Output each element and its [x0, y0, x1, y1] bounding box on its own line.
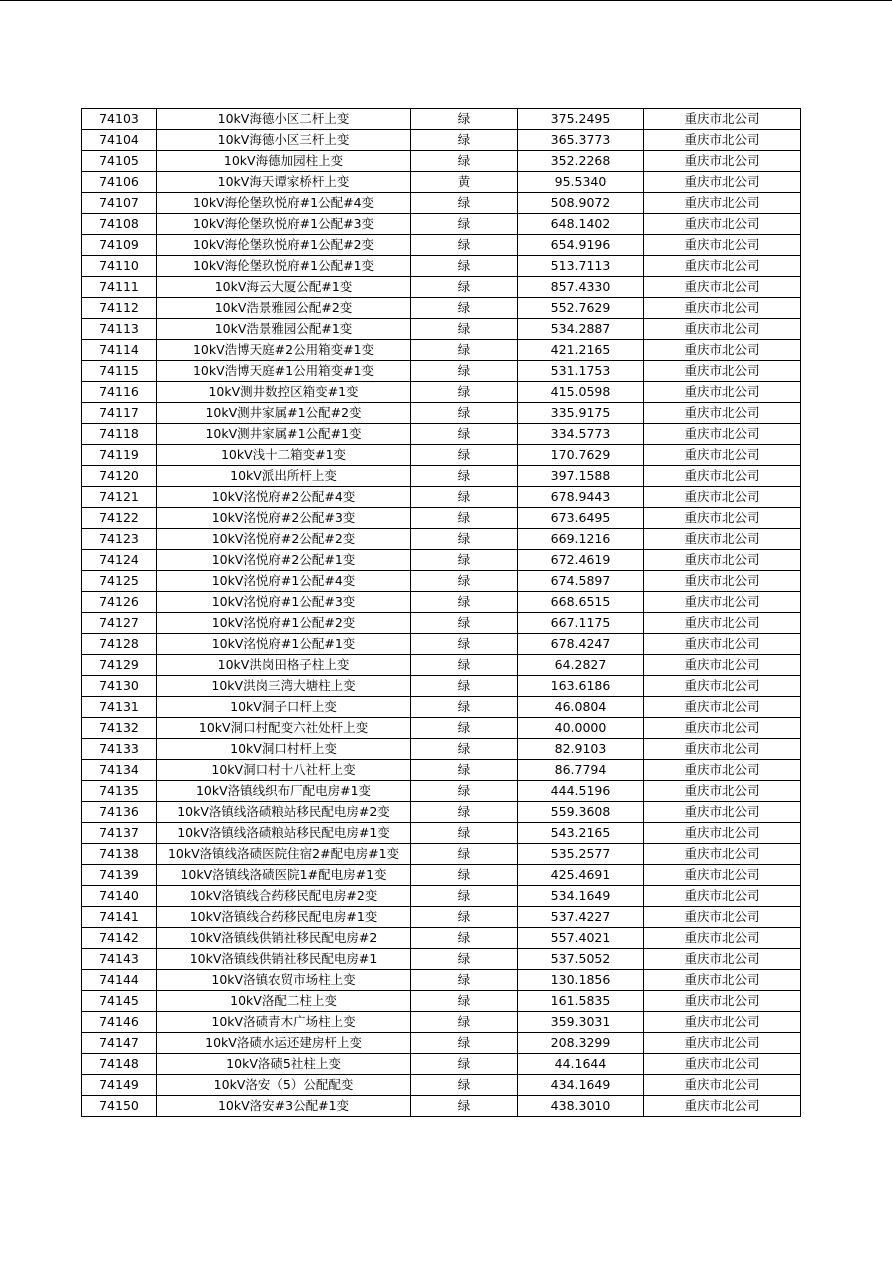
table-row: [82, 277, 801, 298]
cell-id: 74142: [82, 928, 157, 949]
cell-value: 674.5897: [518, 571, 644, 592]
cell-company: 重庆市北公司: [644, 718, 801, 739]
cell-status: 绿: [411, 613, 518, 634]
cell-company: 重庆市北公司: [644, 1033, 801, 1054]
cell-transformer-name: 10kV浩景雅园公配#2变: [157, 298, 411, 319]
table-row: [82, 1075, 801, 1096]
cell-id: 74112: [82, 298, 157, 319]
cell-transformer-name: 10kV洛镇线洛碛医院住宿2#配电房#1变: [157, 844, 411, 865]
cell-company: 重庆市北公司: [644, 655, 801, 676]
cell-value: 434.1649: [518, 1075, 644, 1096]
cell-id: 74106: [82, 172, 157, 193]
cell-status: 绿: [411, 844, 518, 865]
table-row: [82, 949, 801, 970]
cell-company: 重庆市北公司: [644, 508, 801, 529]
table-row: [82, 130, 801, 151]
table-row: [82, 697, 801, 718]
table-row: [82, 319, 801, 340]
table-row: [82, 634, 801, 655]
table-row: [82, 781, 801, 802]
cell-transformer-name: 10kV洛镇农贸市场柱上变: [157, 970, 411, 991]
cell-status: 绿: [411, 424, 518, 445]
cell-transformer-name: 10kV洛碛5社柱上变: [157, 1054, 411, 1075]
cell-value: 559.3608: [518, 802, 644, 823]
cell-company: 重庆市北公司: [644, 550, 801, 571]
cell-status: 绿: [411, 739, 518, 760]
cell-company: 重庆市北公司: [644, 781, 801, 802]
table-body: [82, 109, 801, 1117]
cell-status: 绿: [411, 130, 518, 151]
cell-id: 74149: [82, 1075, 157, 1096]
cell-transformer-name: 10kV海伦堡玖悦府#1公配#3变: [157, 214, 411, 235]
cell-transformer-name: 10kV海德小区三杆上变: [157, 130, 411, 151]
cell-id: 74131: [82, 697, 157, 718]
cell-company: 重庆市北公司: [644, 886, 801, 907]
cell-value: 537.4227: [518, 907, 644, 928]
cell-id: 74109: [82, 235, 157, 256]
cell-transformer-name: 10kV洛安#3公配#1变: [157, 1096, 411, 1117]
table-row: [82, 445, 801, 466]
cell-status: 绿: [411, 109, 518, 130]
cell-value: 421.2165: [518, 340, 644, 361]
table-row: [82, 739, 801, 760]
table-row: [82, 298, 801, 319]
cell-status: 绿: [411, 907, 518, 928]
cell-id: 74120: [82, 466, 157, 487]
cell-transformer-name: 10kV洺悦府#1公配#2变: [157, 613, 411, 634]
cell-status: 绿: [411, 235, 518, 256]
cell-status: 绿: [411, 991, 518, 1012]
cell-company: 重庆市北公司: [644, 193, 801, 214]
cell-company: 重庆市北公司: [644, 172, 801, 193]
cell-value: 537.5052: [518, 949, 644, 970]
cell-transformer-name: 10kV洞口村杆上变: [157, 739, 411, 760]
cell-transformer-name: 10kV浩景雅园公配#1变: [157, 319, 411, 340]
cell-value: 46.0804: [518, 697, 644, 718]
cell-transformer-name: 10kV洺悦府#2公配#3变: [157, 508, 411, 529]
table-row: [82, 193, 801, 214]
cell-company: 重庆市北公司: [644, 256, 801, 277]
cell-status: 绿: [411, 634, 518, 655]
table-row: [82, 550, 801, 571]
cell-company: 重庆市北公司: [644, 739, 801, 760]
cell-transformer-name: 10kV洛配二柱上变: [157, 991, 411, 1012]
cell-company: 重庆市北公司: [644, 130, 801, 151]
cell-id: 74137: [82, 823, 157, 844]
cell-status: 绿: [411, 214, 518, 235]
cell-company: 重庆市北公司: [644, 676, 801, 697]
cell-company: 重庆市北公司: [644, 403, 801, 424]
cell-transformer-name: 10kV派出所杆上变: [157, 466, 411, 487]
cell-value: 552.7629: [518, 298, 644, 319]
cell-transformer-name: 10kV洛镇线供销社移民配电房#1: [157, 949, 411, 970]
table-row: [82, 424, 801, 445]
cell-company: 重庆市北公司: [644, 844, 801, 865]
cell-id: 74123: [82, 529, 157, 550]
cell-transformer-name: 10kV洛碛水运还建房杆上变: [157, 1033, 411, 1054]
cell-id: 74136: [82, 802, 157, 823]
table-row: [82, 928, 801, 949]
cell-id: 74117: [82, 403, 157, 424]
cell-transformer-name: 10kV洺悦府#1公配#3变: [157, 592, 411, 613]
cell-value: 673.6495: [518, 508, 644, 529]
cell-transformer-name: 10kV洛镇线洛碛医院1#配电房#1变: [157, 865, 411, 886]
table-row: [82, 865, 801, 886]
cell-value: 648.1402: [518, 214, 644, 235]
cell-status: 绿: [411, 697, 518, 718]
cell-status: 绿: [411, 592, 518, 613]
cell-value: 352.2268: [518, 151, 644, 172]
cell-company: 重庆市北公司: [644, 529, 801, 550]
table-row: [82, 655, 801, 676]
cell-transformer-name: 10kV海德加园柱上变: [157, 151, 411, 172]
cell-value: 654.9196: [518, 235, 644, 256]
cell-transformer-name: 10kV浅十二箱变#1变: [157, 445, 411, 466]
cell-transformer-name: 10kV浩博天庭#1公用箱变#1变: [157, 361, 411, 382]
cell-value: 669.1216: [518, 529, 644, 550]
cell-id: 74132: [82, 718, 157, 739]
cell-status: 绿: [411, 781, 518, 802]
cell-company: 重庆市北公司: [644, 1054, 801, 1075]
cell-id: 74114: [82, 340, 157, 361]
table-row: [82, 718, 801, 739]
cell-status: 绿: [411, 970, 518, 991]
cell-company: 重庆市北公司: [644, 214, 801, 235]
table-row: [82, 256, 801, 277]
cell-status: 绿: [411, 298, 518, 319]
cell-status: 绿: [411, 382, 518, 403]
cell-company: 重庆市北公司: [644, 298, 801, 319]
cell-company: 重庆市北公司: [644, 613, 801, 634]
cell-transformer-name: 10kV海伦堡玖悦府#1公配#1变: [157, 256, 411, 277]
cell-value: 359.3031: [518, 1012, 644, 1033]
cell-value: 82.9103: [518, 739, 644, 760]
cell-id: 74121: [82, 487, 157, 508]
cell-company: 重庆市北公司: [644, 928, 801, 949]
table-row: [82, 571, 801, 592]
cell-value: 672.4619: [518, 550, 644, 571]
cell-value: 397.1588: [518, 466, 644, 487]
cell-company: 重庆市北公司: [644, 907, 801, 928]
cell-company: 重庆市北公司: [644, 487, 801, 508]
cell-status: 绿: [411, 823, 518, 844]
table-row: [82, 760, 801, 781]
cell-status: 绿: [411, 865, 518, 886]
cell-company: 重庆市北公司: [644, 424, 801, 445]
cell-transformer-name: 10kV洛碛青木广场柱上变: [157, 1012, 411, 1033]
cell-value: 678.4247: [518, 634, 644, 655]
cell-id: 74126: [82, 592, 157, 613]
cell-id: 74150: [82, 1096, 157, 1117]
cell-transformer-name: 10kV洪岗三湾大塘柱上变: [157, 676, 411, 697]
cell-status: 绿: [411, 571, 518, 592]
cell-company: 重庆市北公司: [644, 319, 801, 340]
cell-value: 40.0000: [518, 718, 644, 739]
cell-id: 74145: [82, 991, 157, 1012]
cell-id: 74124: [82, 550, 157, 571]
cell-value: 444.5196: [518, 781, 644, 802]
table-row: [82, 1012, 801, 1033]
cell-id: 74130: [82, 676, 157, 697]
cell-id: 74108: [82, 214, 157, 235]
cell-value: 375.2495: [518, 109, 644, 130]
cell-value: 508.9072: [518, 193, 644, 214]
cell-status: 绿: [411, 550, 518, 571]
table-row: [82, 1033, 801, 1054]
cell-status: 绿: [411, 1096, 518, 1117]
cell-status: 绿: [411, 655, 518, 676]
cell-status: 黄: [411, 172, 518, 193]
cell-status: 绿: [411, 361, 518, 382]
table-row: [82, 823, 801, 844]
cell-company: 重庆市北公司: [644, 970, 801, 991]
table-row: [82, 109, 801, 130]
cell-value: 668.6515: [518, 592, 644, 613]
cell-id: 74139: [82, 865, 157, 886]
cell-value: 163.6186: [518, 676, 644, 697]
cell-id: 74148: [82, 1054, 157, 1075]
cell-id: 74118: [82, 424, 157, 445]
cell-transformer-name: 10kV海德小区二杆上变: [157, 109, 411, 130]
cell-value: 667.1175: [518, 613, 644, 634]
cell-company: 重庆市北公司: [644, 991, 801, 1012]
cell-status: 绿: [411, 886, 518, 907]
cell-company: 重庆市北公司: [644, 571, 801, 592]
cell-value: 534.2887: [518, 319, 644, 340]
cell-transformer-name: 10kV海伦堡玖悦府#1公配#4变: [157, 193, 411, 214]
cell-id: 74107: [82, 193, 157, 214]
cell-value: 86.7794: [518, 760, 644, 781]
cell-id: 74143: [82, 949, 157, 970]
cell-transformer-name: 10kV测井家属#1公配#2变: [157, 403, 411, 424]
cell-id: 74111: [82, 277, 157, 298]
table-row: [82, 382, 801, 403]
cell-status: 绿: [411, 445, 518, 466]
cell-value: 534.1649: [518, 886, 644, 907]
cell-id: 74146: [82, 1012, 157, 1033]
cell-id: 74140: [82, 886, 157, 907]
cell-id: 74116: [82, 382, 157, 403]
cell-status: 绿: [411, 802, 518, 823]
cell-id: 74127: [82, 613, 157, 634]
cell-company: 重庆市北公司: [644, 697, 801, 718]
cell-status: 绿: [411, 508, 518, 529]
cell-transformer-name: 10kV洛安（5）公配配变: [157, 1075, 411, 1096]
cell-value: 543.2165: [518, 823, 644, 844]
table-row: [82, 508, 801, 529]
table-row: [82, 802, 801, 823]
cell-transformer-name: 10kV洛镇线洛碛粮站移民配电房#2变: [157, 802, 411, 823]
cell-company: 重庆市北公司: [644, 1012, 801, 1033]
cell-value: 365.3773: [518, 130, 644, 151]
cell-id: 74115: [82, 361, 157, 382]
cell-company: 重庆市北公司: [644, 109, 801, 130]
cell-transformer-name: 10kV洛镇线合药移民配电房#1变: [157, 907, 411, 928]
cell-transformer-name: 10kV洺悦府#2公配#1变: [157, 550, 411, 571]
cell-company: 重庆市北公司: [644, 340, 801, 361]
cell-status: 绿: [411, 403, 518, 424]
cell-value: 170.7629: [518, 445, 644, 466]
cell-company: 重庆市北公司: [644, 1075, 801, 1096]
cell-company: 重庆市北公司: [644, 634, 801, 655]
cell-value: 557.4021: [518, 928, 644, 949]
cell-status: 绿: [411, 466, 518, 487]
table-row: [82, 214, 801, 235]
cell-transformer-name: 10kV洞口村十八社杆上变: [157, 760, 411, 781]
cell-id: 74134: [82, 760, 157, 781]
cell-status: 绿: [411, 1033, 518, 1054]
cell-transformer-name: 10kV洺悦府#1公配#1变: [157, 634, 411, 655]
cell-status: 绿: [411, 718, 518, 739]
cell-status: 绿: [411, 277, 518, 298]
table-row: [82, 613, 801, 634]
cell-status: 绿: [411, 760, 518, 781]
table-row: [82, 1054, 801, 1075]
cell-id: 74144: [82, 970, 157, 991]
cell-company: 重庆市北公司: [644, 592, 801, 613]
cell-value: 425.4691: [518, 865, 644, 886]
cell-id: 74103: [82, 109, 157, 130]
cell-value: 678.9443: [518, 487, 644, 508]
cell-transformer-name: 10kV洺悦府#2公配#2变: [157, 529, 411, 550]
cell-company: 重庆市北公司: [644, 1096, 801, 1117]
cell-status: 绿: [411, 928, 518, 949]
cell-value: 531.1753: [518, 361, 644, 382]
cell-transformer-name: 10kV海天谭家桥杆上变: [157, 172, 411, 193]
cell-value: 208.3299: [518, 1033, 644, 1054]
cell-id: 74104: [82, 130, 157, 151]
cell-value: 415.0598: [518, 382, 644, 403]
cell-value: 334.5773: [518, 424, 644, 445]
cell-transformer-name: 10kV测井家属#1公配#1变: [157, 424, 411, 445]
cell-transformer-name: 10kV洞子口杆上变: [157, 697, 411, 718]
table-row: [82, 466, 801, 487]
table-row: [82, 991, 801, 1012]
cell-status: 绿: [411, 1054, 518, 1075]
cell-id: 74113: [82, 319, 157, 340]
page-top-border: [0, 0, 892, 1]
table-row: [82, 592, 801, 613]
table-row: [82, 403, 801, 424]
cell-transformer-name: 10kV洛镇线洛碛粮站移民配电房#1变: [157, 823, 411, 844]
cell-id: 74125: [82, 571, 157, 592]
cell-transformer-name: 10kV海云大厦公配#1变: [157, 277, 411, 298]
cell-status: 绿: [411, 340, 518, 361]
cell-transformer-name: 10kV测井数控区箱变#1变: [157, 382, 411, 403]
cell-transformer-name: 10kV洛镇线合药移民配电房#2变: [157, 886, 411, 907]
table-row: [82, 970, 801, 991]
cell-status: 绿: [411, 151, 518, 172]
cell-transformer-name: 10kV洺悦府#2公配#4变: [157, 487, 411, 508]
table-row: [82, 886, 801, 907]
cell-value: 335.9175: [518, 403, 644, 424]
cell-company: 重庆市北公司: [644, 865, 801, 886]
cell-value: 857.4330: [518, 277, 644, 298]
table-row: [82, 907, 801, 928]
cell-status: 绿: [411, 193, 518, 214]
cell-status: 绿: [411, 487, 518, 508]
cell-transformer-name: 10kV浩博天庭#2公用箱变#1变: [157, 340, 411, 361]
cell-status: 绿: [411, 949, 518, 970]
cell-transformer-name: 10kV海伦堡玖悦府#1公配#2变: [157, 235, 411, 256]
cell-value: 161.5835: [518, 991, 644, 1012]
table-row: [82, 844, 801, 865]
table-row: [82, 487, 801, 508]
cell-value: 95.5340: [518, 172, 644, 193]
table-row: [82, 529, 801, 550]
cell-status: 绿: [411, 319, 518, 340]
cell-value: 130.1856: [518, 970, 644, 991]
cell-company: 重庆市北公司: [644, 949, 801, 970]
cell-transformer-name: 10kV洛镇线织布厂配电房#1变: [157, 781, 411, 802]
table-row: [82, 340, 801, 361]
cell-company: 重庆市北公司: [644, 466, 801, 487]
cell-value: 64.2827: [518, 655, 644, 676]
cell-company: 重庆市北公司: [644, 802, 801, 823]
cell-status: 绿: [411, 1012, 518, 1033]
cell-company: 重庆市北公司: [644, 760, 801, 781]
cell-id: 74141: [82, 907, 157, 928]
cell-transformer-name: 10kV洞口村配变六社处杆上变: [157, 718, 411, 739]
cell-value: 44.1644: [518, 1054, 644, 1075]
cell-id: 74138: [82, 844, 157, 865]
table-row: [82, 151, 801, 172]
cell-status: 绿: [411, 676, 518, 697]
cell-company: 重庆市北公司: [644, 151, 801, 172]
cell-value: 513.7113: [518, 256, 644, 277]
cell-company: 重庆市北公司: [644, 235, 801, 256]
cell-id: 74147: [82, 1033, 157, 1054]
cell-transformer-name: 10kV洪岗田格子柱上变: [157, 655, 411, 676]
cell-company: 重庆市北公司: [644, 445, 801, 466]
cell-id: 74133: [82, 739, 157, 760]
cell-company: 重庆市北公司: [644, 823, 801, 844]
table-row: [82, 361, 801, 382]
cell-id: 74128: [82, 634, 157, 655]
cell-status: 绿: [411, 529, 518, 550]
cell-company: 重庆市北公司: [644, 277, 801, 298]
cell-id: 74129: [82, 655, 157, 676]
cell-transformer-name: 10kV洛镇线供销社移民配电房#2: [157, 928, 411, 949]
table-row: [82, 235, 801, 256]
cell-value: 535.2577: [518, 844, 644, 865]
cell-id: 74135: [82, 781, 157, 802]
cell-status: 绿: [411, 1075, 518, 1096]
table-row: [82, 1096, 801, 1117]
cell-id: 74122: [82, 508, 157, 529]
cell-company: 重庆市北公司: [644, 361, 801, 382]
cell-status: 绿: [411, 256, 518, 277]
cell-value: 438.3010: [518, 1096, 644, 1117]
cell-id: 74119: [82, 445, 157, 466]
table-row: [82, 676, 801, 697]
cell-company: 重庆市北公司: [644, 382, 801, 403]
transformer-table: [81, 108, 801, 1117]
cell-transformer-name: 10kV洺悦府#1公配#4变: [157, 571, 411, 592]
cell-id: 74110: [82, 256, 157, 277]
cell-id: 74105: [82, 151, 157, 172]
table-row: [82, 172, 801, 193]
